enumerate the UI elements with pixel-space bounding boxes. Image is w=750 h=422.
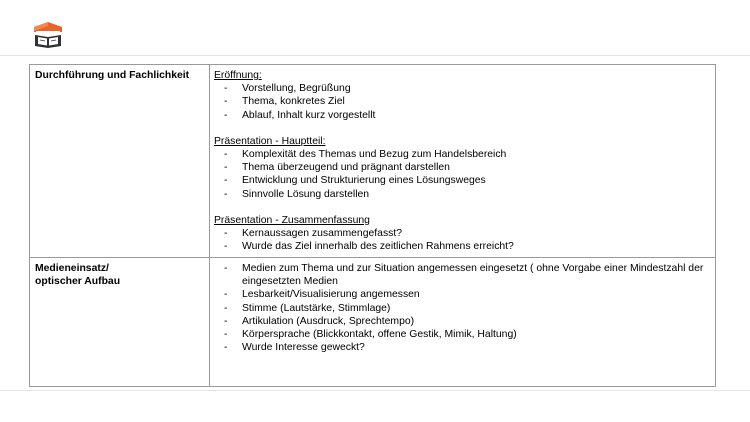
bullet-dash: -: [224, 175, 228, 187]
section-heading: Eröffnung:: [214, 70, 262, 81]
bullet-dash: -: [224, 149, 228, 161]
bullet-list: [214, 148, 710, 201]
evaluation-table: [29, 64, 716, 387]
criteria-section: [214, 69, 710, 122]
bullet-dash: -: [224, 342, 228, 354]
bullet-dash: -: [224, 188, 228, 200]
list-item: [214, 302, 710, 315]
list-item-text: Wurde Interesse geweckt?: [242, 342, 365, 354]
bullet-dash: -: [224, 241, 228, 253]
list-item-text: Sinnvolle Lösung darstellen: [242, 188, 370, 200]
list-item: [214, 109, 710, 122]
list-item-text: Entwicklung und Strukturierung eines Lösungsweges: [242, 175, 486, 187]
criterion-label-line: Medieneinsatz/: [35, 263, 109, 274]
criteria-detail-cell: [210, 65, 716, 258]
list-item-text: Medien zum Thema und zur Situation angemessen eingesetzt ( ohne Vorgabe einer Mindestzahl der eingesetzten Medien: [242, 263, 704, 288]
bullet-dash: -: [224, 263, 228, 274]
bullet-list: [214, 262, 710, 354]
list-item: [214, 240, 710, 253]
criterion-label-line: Durchführung und Fachlichkeit: [35, 70, 190, 81]
list-item: [214, 95, 710, 108]
list-item-text: Kernaussagen zusammengefasst?: [242, 228, 402, 240]
criterion-label-line: optischer Aufbau: [35, 276, 121, 288]
list-item: [214, 341, 710, 354]
list-item: [214, 82, 710, 95]
table-row: [30, 258, 716, 387]
bullet-dash: -: [224, 329, 228, 341]
bullet-dash: -: [224, 289, 228, 301]
list-item: [214, 288, 710, 301]
header-bar: [0, 0, 750, 56]
list-item: [214, 227, 710, 240]
bullet-dash: -: [224, 96, 228, 108]
list-item: [214, 148, 710, 161]
list-item-text: Stimme (Lautstärke, Stimmlage): [242, 302, 391, 314]
list-item: [214, 161, 710, 174]
bullet-dash: -: [224, 302, 228, 314]
list-item: [214, 328, 710, 341]
list-item-text: Wurde das Ziel innerhalb des zeitlichen Rahmens erreicht?: [242, 241, 514, 253]
section-heading: Präsentation - Hauptteil:: [214, 135, 326, 147]
bullet-list: [214, 227, 710, 253]
list-item-text: Thema überzeugend und prägnant darstellen: [242, 162, 450, 174]
list-item: [214, 174, 710, 187]
list-item-text: Thema, konkretes Ziel: [242, 96, 345, 108]
list-item-text: Lesbarkeit/Visualisierung angemessen: [242, 289, 420, 301]
list-item: [214, 262, 710, 288]
table-row: [30, 65, 716, 258]
criterion-label: [30, 65, 209, 82]
criteria-detail-cell: [210, 258, 716, 387]
criteria-section: [214, 214, 710, 254]
criterion-label: [30, 258, 209, 288]
list-item-text: Artikulation (Ausdruck, Sprechtempo): [242, 315, 415, 327]
list-item: [214, 315, 710, 328]
bullet-dash: -: [224, 228, 228, 240]
list-item-text: Komplexität des Themas und Bezug zum Handelsbereich: [242, 149, 507, 161]
criteria-section: [214, 262, 710, 354]
list-item-text: Vorstellung, Begrüßung: [242, 83, 351, 95]
list-item-text: Körpersprache (Blickkontakt, offene Gestik, Mimik, Haltung): [242, 329, 517, 341]
bullet-dash: -: [224, 315, 228, 327]
document-page: [0, 56, 750, 391]
criterion-cell: [30, 258, 210, 387]
open-book-cap-logo[interactable]: [31, 18, 65, 52]
criteria-section: [214, 135, 710, 201]
list-item: [214, 188, 710, 201]
bullet-dash: -: [224, 83, 228, 95]
section-heading: Präsentation - Zusammenfassung: [214, 214, 370, 226]
bullet-dash: -: [224, 109, 228, 121]
criterion-cell: [30, 65, 210, 258]
list-item-text: Ablauf, Inhalt kurz vorgestellt: [242, 109, 376, 121]
bullet-dash: -: [224, 162, 228, 174]
bullet-list: [214, 82, 710, 122]
